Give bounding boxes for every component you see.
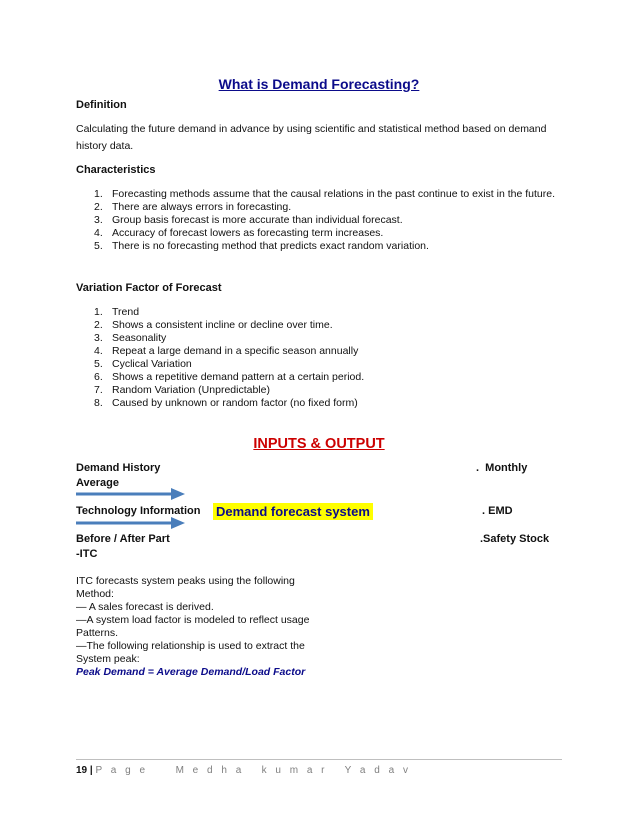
itc-label: -ITC [76,548,98,560]
average-label: Average [76,477,120,489]
list-item [94,188,555,201]
list-text: Group basis forecast is more accurate than individual forecast. [112,214,403,226]
list-item [94,240,555,253]
footer-separator: | [89,765,93,776]
list-text: Accuracy of forecast lowers as forecasting term increases. [112,227,384,239]
list-text: Seasonality [112,332,167,344]
definition-line: Calculating the future demand in advance by using scientific and statistical method based on demand [76,123,547,135]
list-text: Random Variation (Unpredictable) [112,384,270,396]
list-item [94,214,555,227]
page-word: P a g e [95,765,149,776]
characteristics-heading: Characteristics [76,164,156,176]
page-title: What is Demand Forecasting? [218,76,420,92]
itc-line: ITC forecasts system peaks using the following [76,575,295,587]
list-number: 1. [94,188,103,200]
definition-heading: Definition [76,99,127,111]
list-item [94,201,555,214]
characteristics-list [94,188,555,253]
list-item [94,227,555,240]
list-number: 3. [94,214,103,226]
list-number: 8. [94,397,103,409]
itc-line: System peak: [76,653,140,665]
emd-label: . EMD [482,505,513,517]
definition-text [76,121,546,155]
list-item [94,384,364,397]
arrow-icon [76,487,186,501]
list-text: There are always errors in forecasting. [112,201,292,213]
technology-information-label: Technology Information [76,505,201,517]
itc-line: —A system load factor is modeled to reflect usage [76,614,310,626]
list-text: There is no forecasting method that predicts exact random variation. [112,240,429,252]
list-number: 2. [94,319,103,331]
variation-heading: Variation Factor of Forecast [76,282,222,294]
list-text: Shows a consistent incline or decline over time. [112,319,333,331]
list-number: 6. [94,371,103,383]
list-number: 3. [94,332,103,344]
footer-divider [76,759,562,760]
list-number: 5. [94,358,103,370]
author-name: M e d h a k u m a r Y a d a v [175,765,411,776]
page-footer [76,765,411,776]
itc-line: Patterns. [76,627,119,639]
arrow-icon [76,516,186,530]
itc-line: Method: [76,588,114,600]
list-text: Cyclical Variation [112,358,192,370]
list-number: 4. [94,345,103,357]
itc-line: — A sales forecast is derived. [76,601,214,613]
list-text: Trend [112,306,140,318]
list-item [94,345,364,358]
list-text: Forecasting methods assume that the causal relations in the past continue to exist in the future. [112,188,555,200]
inputs-output-heading: INPUTS & OUTPUT [253,436,385,452]
list-text: Caused by unknown or random factor (no fixed form) [112,397,358,409]
demand-forecast-system-label: Demand forecast system [213,503,373,520]
list-number: 1. [94,306,103,318]
list-item [94,371,364,384]
list-item [94,306,364,319]
list-item [94,332,364,345]
demand-history-label: Demand History [76,462,161,474]
list-item [94,358,364,371]
monthly-label: . Monthly [476,462,528,474]
itc-line: —The following relationship is used to extract the [76,640,305,652]
peak-demand-formula: Peak Demand = Average Demand/Load Factor [76,666,306,678]
list-text: Shows a repetitive demand pattern at a certain period. [112,371,365,383]
list-item [94,319,364,332]
list-text: Repeat a large demand in a specific season annually [112,345,359,357]
safety-stock-label: .Safety Stock [480,533,550,545]
before-after-part-label: Before / After Part [76,533,170,545]
page-number: 19 [76,765,88,776]
list-item [94,397,364,410]
list-number: 7. [94,384,103,396]
list-number: 5. [94,240,103,252]
list-number: 4. [94,227,103,239]
list-number: 2. [94,201,103,213]
definition-line: history data. [76,140,134,152]
itc-description [76,575,309,679]
variation-list [94,306,364,410]
